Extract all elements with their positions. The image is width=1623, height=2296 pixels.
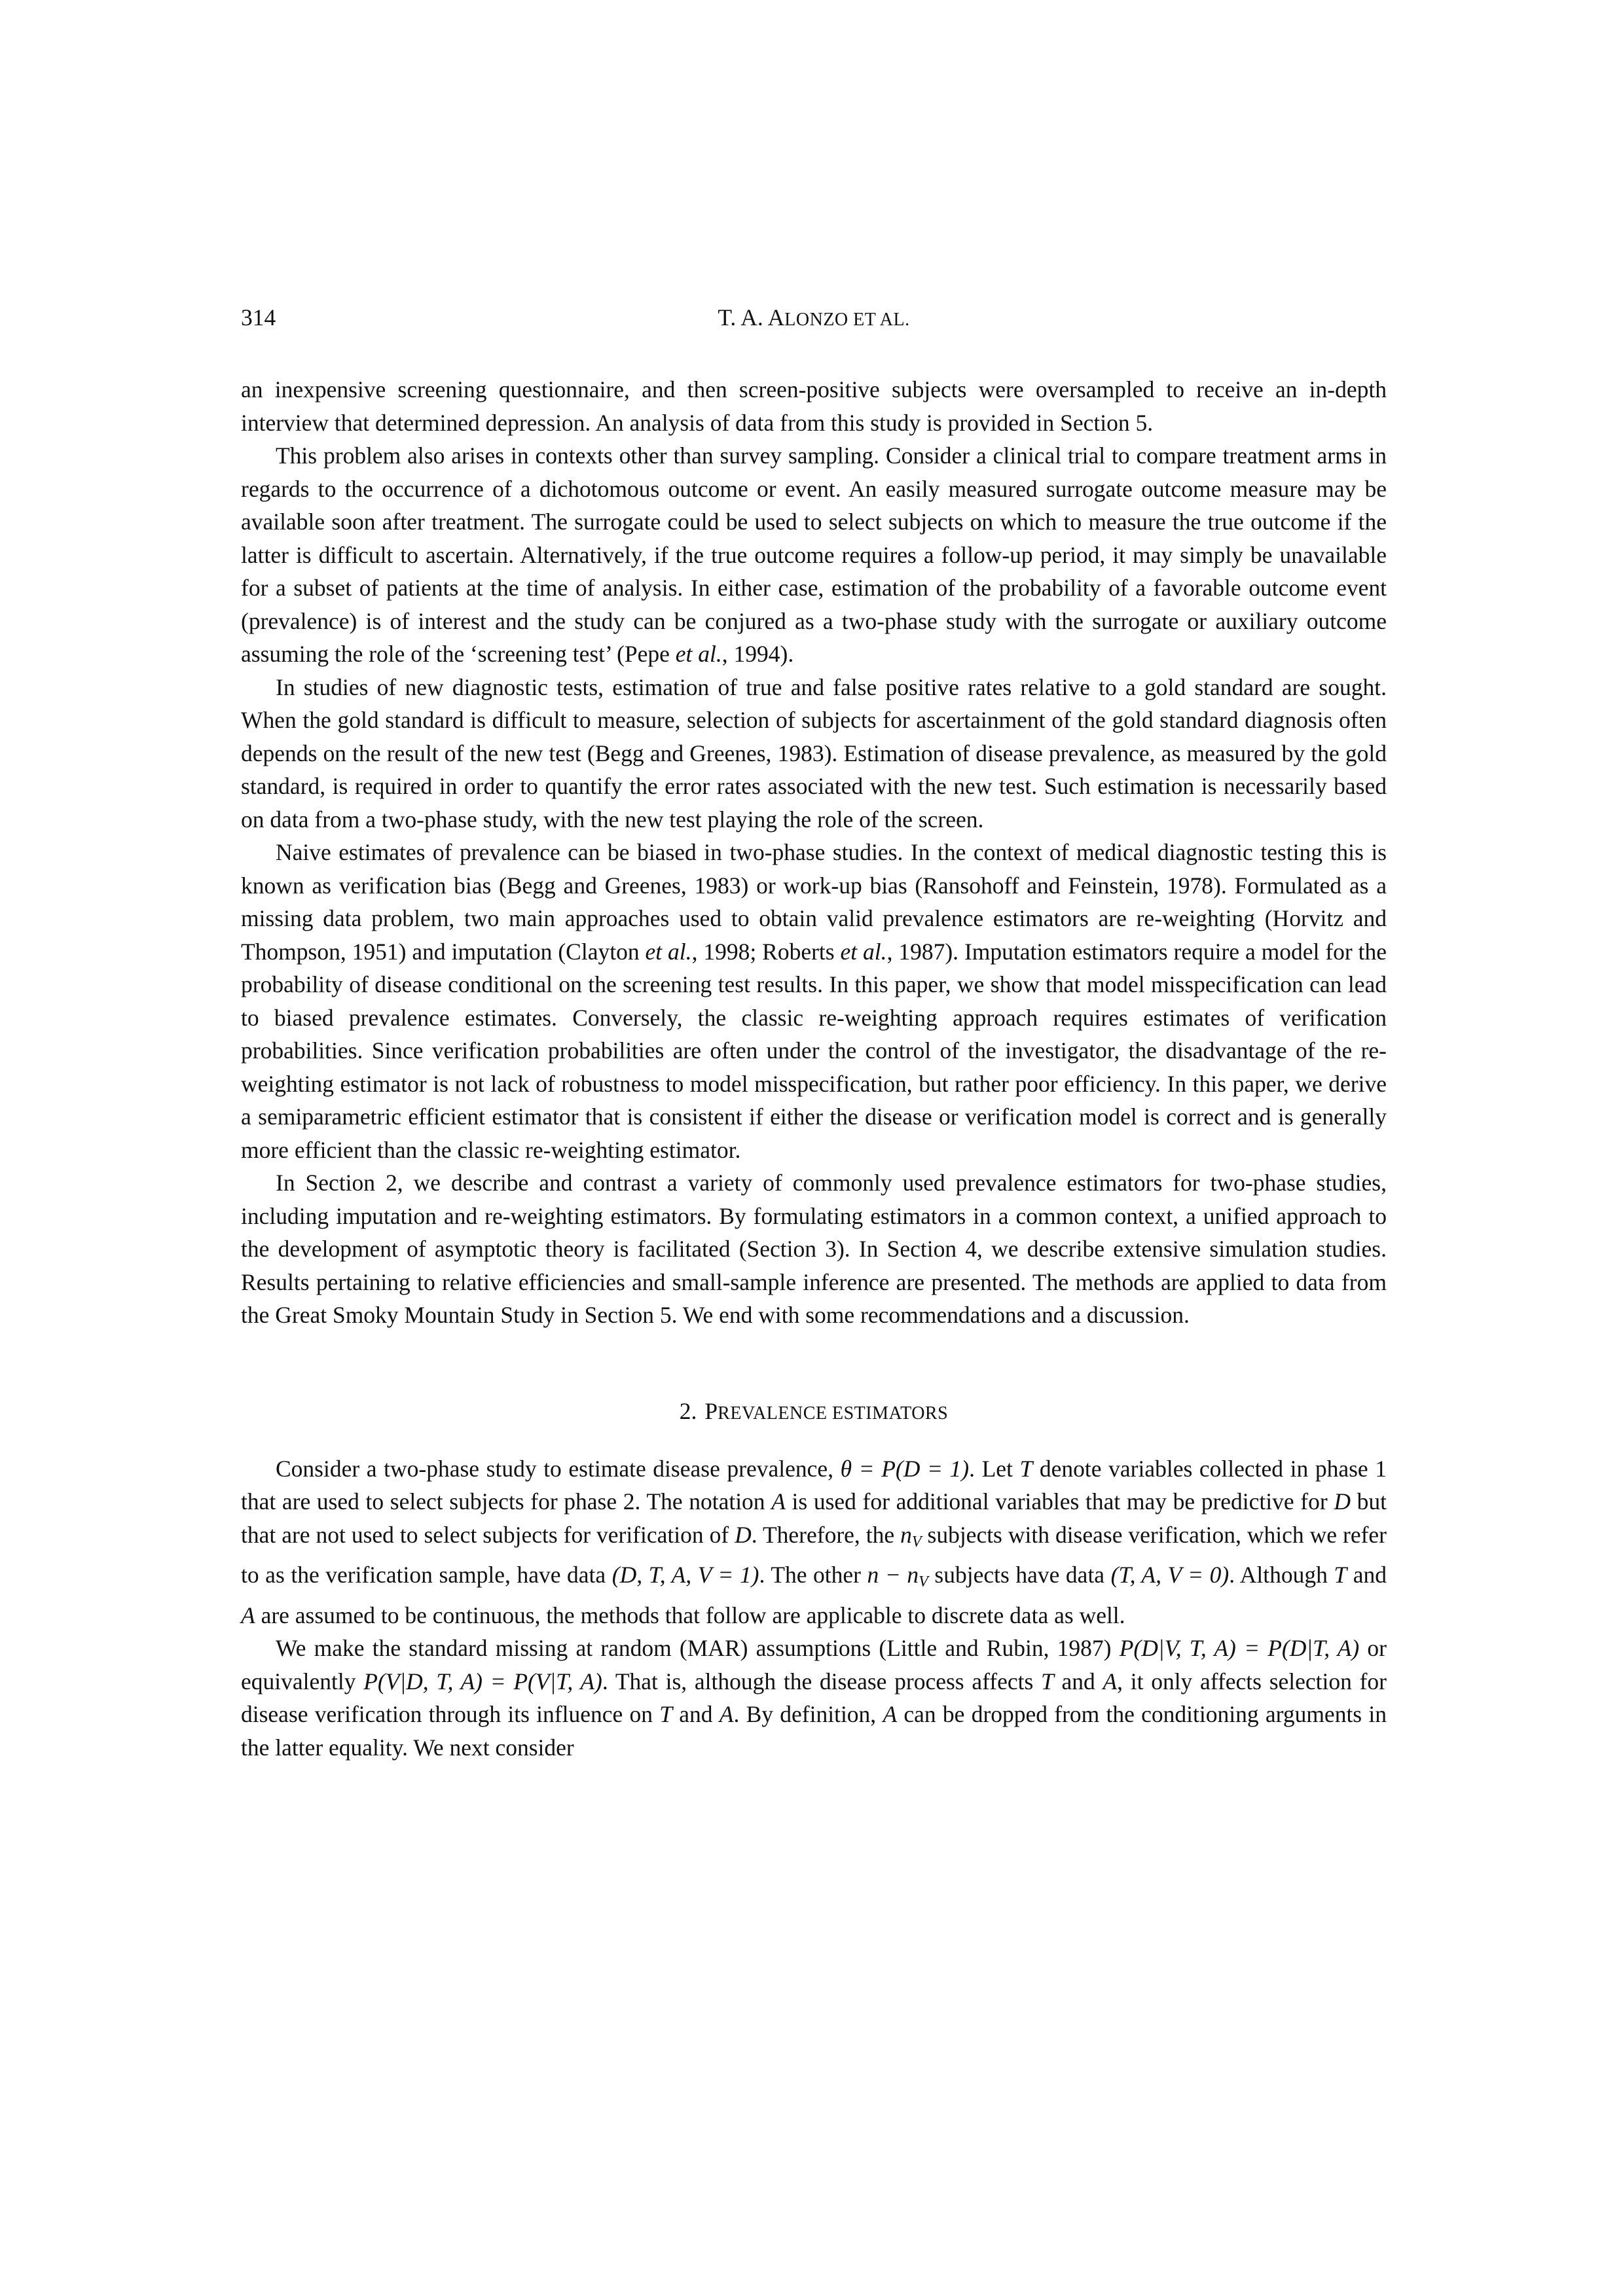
section-title-rest: REVALENCE ESTIMATORS (718, 1403, 949, 1424)
paragraph-two-phase-setup: Consider a two-phase study to estimate disease prevalence, θ = P(D = 1). Let T denote variables collected in phase 1 that are used to select subjects for phase 2. The notation A is used for additional variables that may be predictive for D but that are not used to select subjects for verification of D. Therefore, the $n_V$ subjects with disease verification, which we refer to as the verification sample, have data (D, T, A, V = 1). The other $n - n_V$ subjects have data (T, A, V = 0). Although T and A are assumed to be continuous, the methods that follow are applicable to discrete data as well. (241, 1455, 1387, 1628)
paragraph-outline: In Section 2, we describe and contrast a variety of commonly used prevalence estimators for two-phase studies, including imputation and re-weighting estimators. By formulating estimators in a common context, a unified approach to the development of asymptotic theory is facilitated (Section 3). In Section 4, we describe extensive simulation studies. Results pertaining to relative efficiencies and small-sample inference are presented. The methods are applied to data from the Great Smoky Mountain Study in Section 5. We end with some recommendations and a discussion. (241, 1170, 1387, 1328)
running-head (241, 298, 1387, 337)
section-heading (241, 1395, 1387, 1430)
running-title-rest: LONZO ET AL. (784, 310, 910, 330)
paragraph-surrogate: This problem also arises in contexts other than survey sampling. Consider a clinical trial to compare treatment arms in regards to the occurrence of a dichotomous outcome or event. An easily measured surrogate outcome measure may be available soon after treatment. The surrogate could be used to select subjects on which to measure the true outcome if the latter is difficult to ascertain. Alternatively, if the true outcome requires a follow-up period, it may simply be unavailable for a subset of patients at the time of analysis. In either case, estimation of the probability of a favorable outcome event (prevalence) is of interest and the study can be conjured as a two-phase study with the surrogate or auxiliary outcome assuming the role of the ‘screening test’ (Pepe et al., 1994). (241, 442, 1387, 667)
paragraph-naive-estimates: Naive estimates of prevalence can be biased in two-phase studies. In the context of medical diagnostic testing this is known as verification bias (Begg and Greenes, 1983) or work-up bias (Ransohoff and Feinstein, 1978). Formulated as a missing data problem, two main approaches used to obtain valid prevalence estimators are re-weighting (Horvitz and Thompson, 1951) and imputation (Clayton et al., 1998; Roberts et al., 1987). Imputation estimators require a model for the probability of disease conditional on the screening test results. In this paper, we show that model misspecification can lead to biased prevalence estimates. Conversely, the classic re-weighting approach requires estimates of verification probabilities. Since verification probabilities are often under the control of the investigator, the disadvantage of the re-weighting estimator is not lack of robustness to model misspecification, but rather poor efficiency. In this paper, we derive a semiparametric efficient estimator that is consistent if either the disease or verification model is correct and is generally more efficient than the classic re-weighting estimator. (241, 839, 1387, 1163)
paragraph-continuation: an inexpensive screening questionnaire, and then screen-positive subjects were oversampled to receive an in-depth interview that determined depression. An analysis of data from this study is provided in Section 5. (241, 376, 1387, 436)
section-title-initial: P (704, 1397, 718, 1424)
section-number: 2. (679, 1397, 697, 1424)
paragraph-diagnostic-tests: In studies of new diagnostic tests, estimation of true and false positive rates relative to a gold standard are sought. When the gold standard is difficult to measure, selection of subjects for ascertainment of the gold standard diagnosis often depends on the result of the new test (Begg and Greenes, 1983). Estimation of disease prevalence, as measured by the gold standard, is required in order to quantify the error rates associated with the new test. Such estimation is necessarily based on data from a two-phase study, with the new test playing the role of the screen. (241, 673, 1387, 833)
paragraph-mar-assumptions: We make the standard missing at random (MAR) assumptions (Little and Rubin, 1987) P(D|V, T, A) = P(D|T, A) or equivalently P(V|D, T, A) = P(V|T, A). That is, although the disease process affects T and A, it only affects selection for disease verification through its influence on T and A. By definition, A can be dropped from the conditioning arguments in the latter equality. We next consider (241, 1635, 1387, 1761)
running-title-initials: T. A. A (718, 304, 785, 331)
running-title (241, 298, 1387, 340)
page-number: 314 (241, 304, 276, 331)
body-text (241, 373, 1387, 1764)
